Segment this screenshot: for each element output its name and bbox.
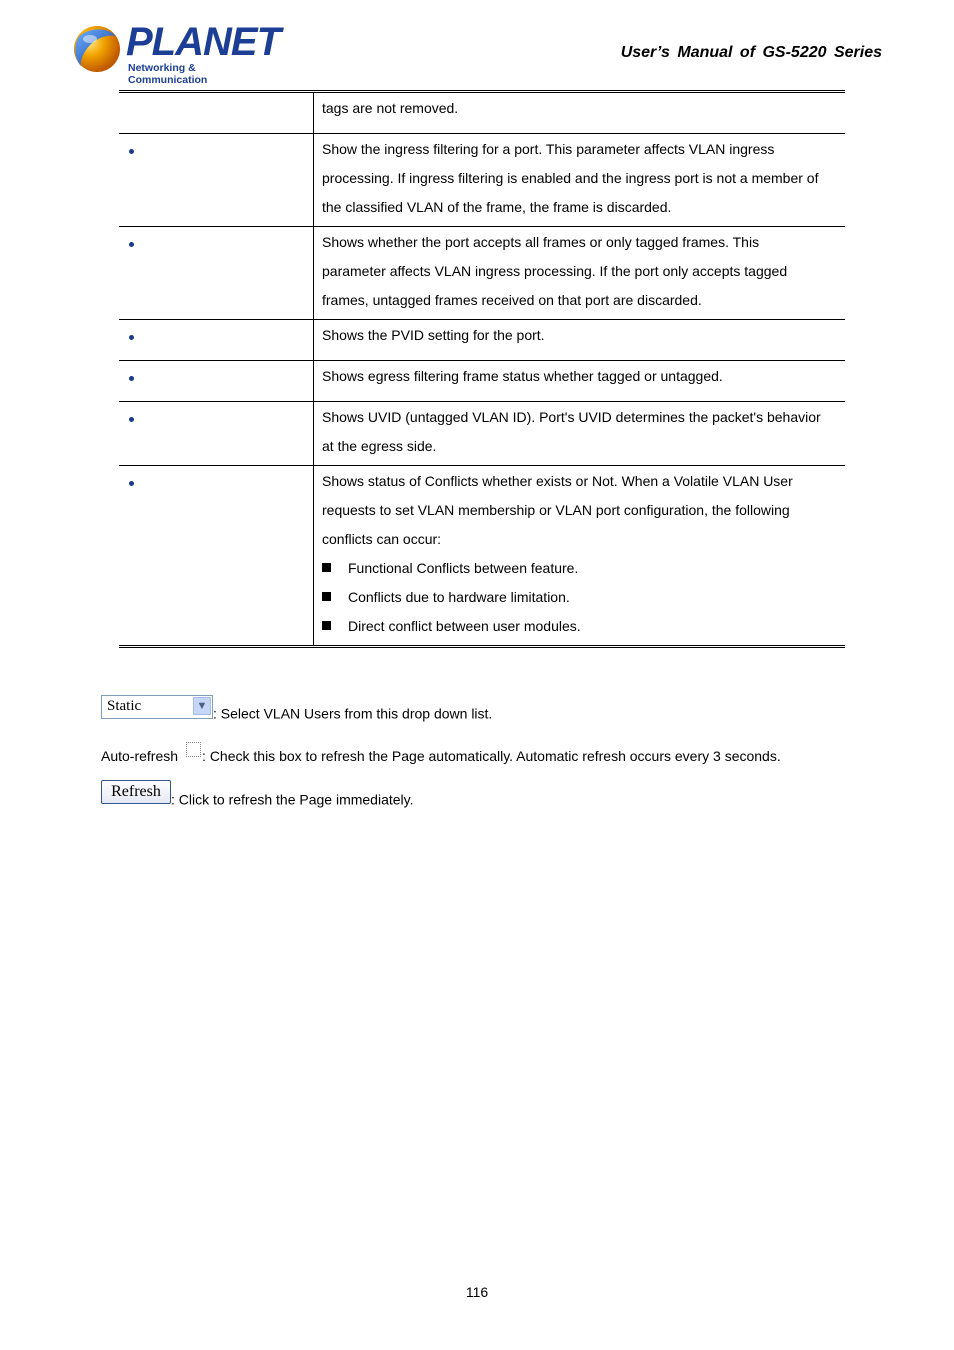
parameter-cell	[119, 227, 314, 320]
globe-icon	[72, 24, 122, 74]
list-item-text: Functional Conflicts between feature.	[348, 560, 579, 576]
description-cell	[314, 227, 846, 320]
select-desc: : Select VLAN Users from this drop down list.	[213, 705, 493, 722]
bullet-dot-icon	[129, 376, 134, 381]
page-number: 116	[465, 1284, 489, 1300]
description-line: Shows UVID (untagged VLAN ID). Port's UVID determines the packet's behavior	[322, 409, 821, 425]
autorefresh-desc: : Check this box to refresh the Page automatically. Automatic refresh occurs every 3 seconds.	[202, 748, 781, 764]
parameter-cell	[119, 134, 314, 227]
description-line: at the egress side.	[322, 438, 437, 454]
autorefresh-description-row	[101, 742, 781, 764]
list-item	[322, 583, 837, 612]
refresh-button[interactable]: Refresh	[101, 780, 171, 804]
description-line: Shows the PVID setting for the port.	[322, 327, 545, 343]
square-bullet-icon	[322, 592, 331, 601]
description-line: parameter affects VLAN ingress processing. If the port only accepts tagged	[322, 263, 788, 279]
square-bullet-icon	[322, 563, 331, 572]
bullet-dot-icon	[129, 417, 134, 422]
list-item	[322, 612, 837, 641]
table-row	[119, 92, 845, 134]
planet-logo	[72, 20, 280, 86]
bullet-dot-icon	[129, 242, 134, 247]
vlan-user-select[interactable]	[101, 695, 213, 719]
bullet-dot-icon	[129, 335, 134, 340]
chevron-down-icon[interactable]: ▼	[193, 697, 211, 715]
description-line: Show the ingress filtering for a port. This parameter affects VLAN ingress	[322, 141, 775, 157]
parameter-cell	[119, 402, 314, 466]
description-line: conflicts can occur:	[322, 531, 442, 547]
refresh-desc: : Click to refresh the Page immediately.	[171, 791, 414, 808]
description-line: Shows whether the port accepts all frames or only tagged frames. This	[322, 234, 760, 250]
description-cell	[314, 92, 846, 134]
table-row	[119, 402, 845, 466]
description-cell	[314, 361, 846, 402]
square-bullet-icon	[322, 621, 331, 630]
description-cell	[314, 320, 846, 361]
select-value: Static	[107, 698, 142, 714]
description-line: processing. If ingress filtering is enabled and the ingress port is not a member of	[322, 170, 819, 186]
description-cell	[314, 402, 846, 466]
parameter-cell	[119, 466, 314, 647]
autorefresh-checkbox[interactable]	[186, 742, 201, 757]
parameter-cell	[119, 92, 314, 134]
description-line: Shows status of Conflicts whether exists or Not. When a Volatile VLAN User	[322, 473, 793, 489]
logo-tagline: Networking & Communication	[128, 62, 208, 86]
description-cell	[314, 466, 846, 647]
description-line: tags are not removed.	[322, 100, 459, 116]
description-cell	[314, 134, 846, 227]
description-line: Shows egress filtering frame status whether tagged or untagged.	[322, 368, 723, 384]
bullet-dot-icon	[129, 481, 134, 486]
table-row	[119, 466, 845, 647]
description-line: the classified VLAN of the frame, the frame is discarded.	[322, 199, 672, 215]
description-line: requests to set VLAN membership or VLAN port configuration, the following	[322, 502, 790, 518]
refresh-description-row	[101, 780, 414, 808]
description-line: frames, untagged frames received on that port are discarded.	[322, 292, 702, 308]
list-item-text: Conflicts due to hardware limitation.	[348, 589, 570, 605]
autorefresh-label: Auto-refresh	[101, 748, 179, 764]
table-row	[119, 134, 845, 227]
list-item-text: Direct conflict between user modules.	[348, 618, 581, 634]
list-item	[322, 554, 837, 583]
description-table	[119, 90, 845, 648]
bullet-dot-icon	[129, 149, 134, 154]
logo-wordmark: PLANET	[126, 20, 280, 64]
parameter-cell	[119, 320, 314, 361]
table-row	[119, 227, 845, 320]
table-row	[119, 361, 845, 402]
select-description-row	[101, 695, 492, 722]
table-row	[119, 320, 845, 361]
parameter-cell	[119, 361, 314, 402]
manual-title: User’s Manual of GS-5220 Series	[620, 44, 882, 61]
